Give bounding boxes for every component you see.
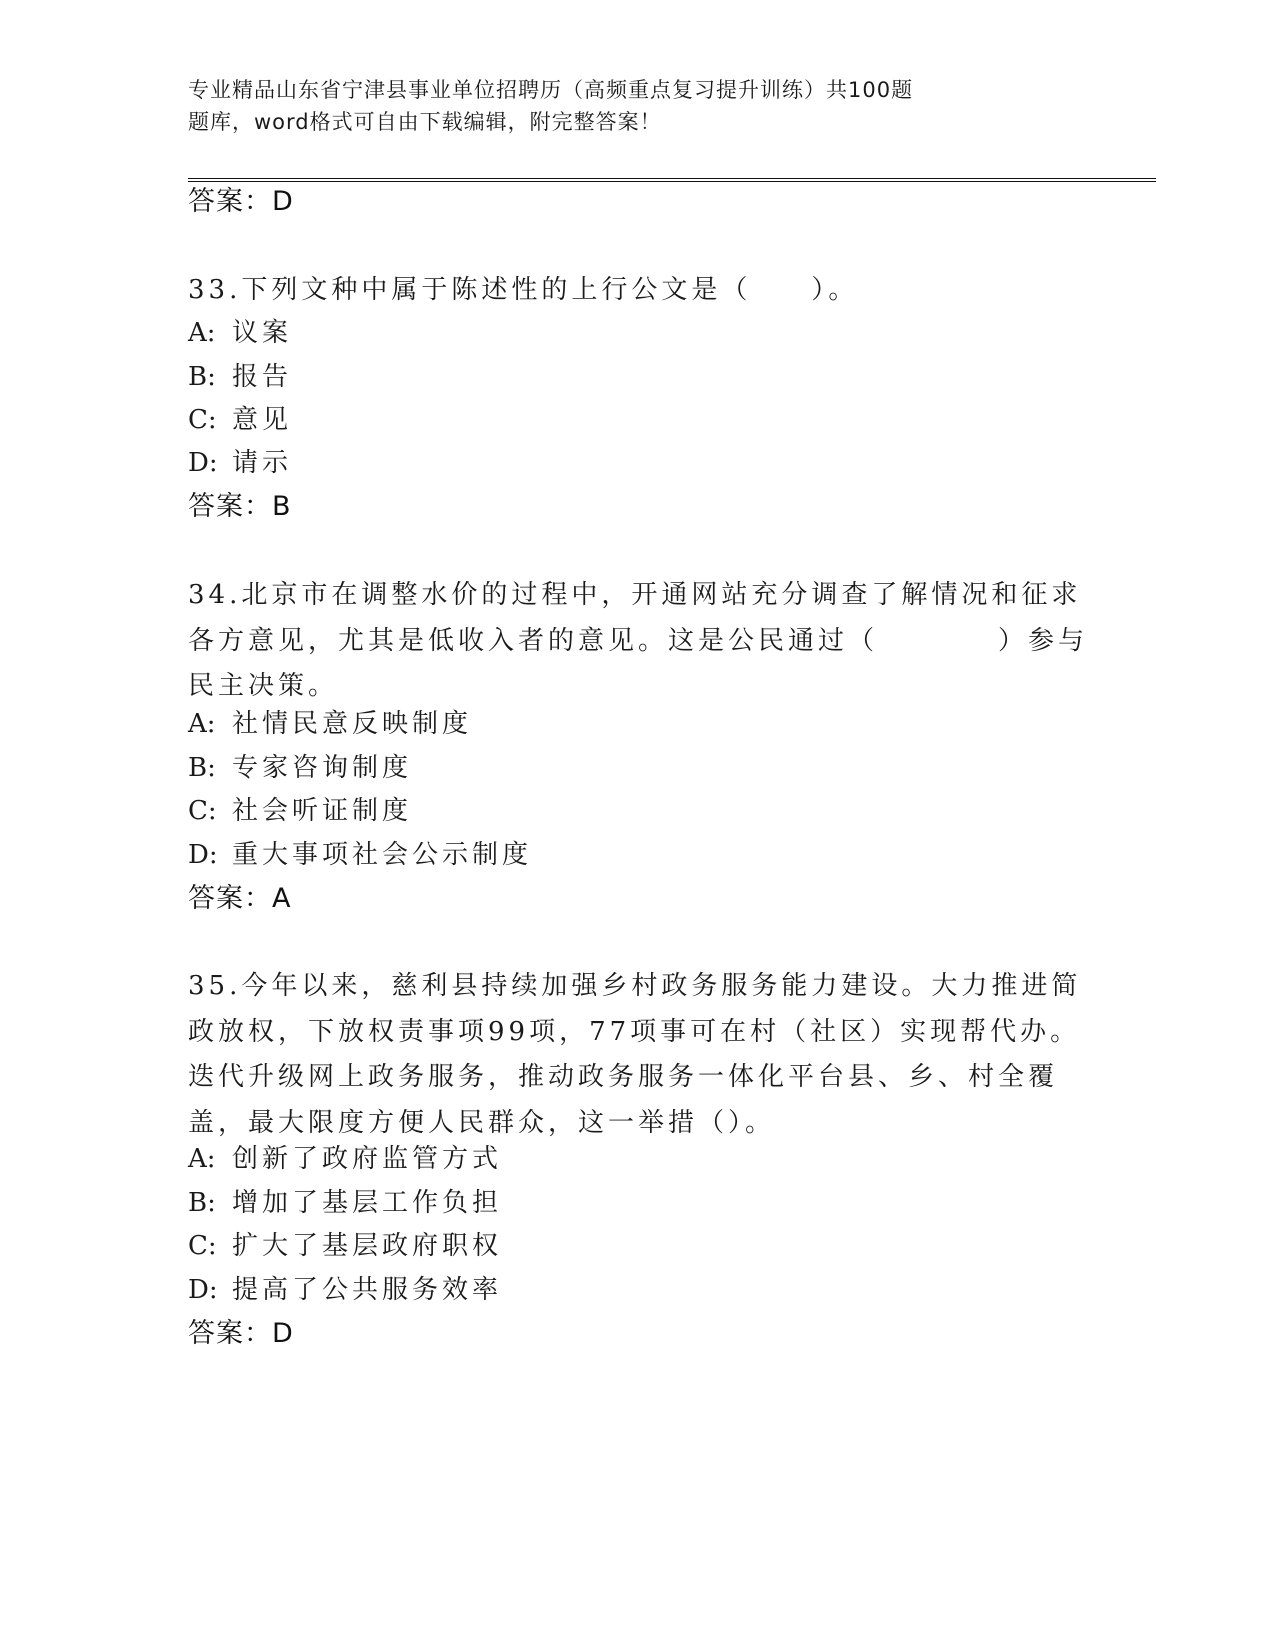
option-text: 专家咨询制度 bbox=[232, 753, 413, 783]
question-35-option-a bbox=[188, 1141, 502, 1177]
question-33-stem: 33.下列文种中属于陈述性的上行公文是（ ）。 bbox=[188, 275, 859, 305]
option-letter: A: bbox=[188, 709, 216, 739]
option-text: 提高了公共服务效率 bbox=[232, 1275, 503, 1305]
question-34-option-a bbox=[188, 706, 472, 742]
option-letter: B: bbox=[188, 1188, 216, 1218]
question-35-option-b bbox=[188, 1185, 502, 1221]
option-text: 扩大了基层政府职权 bbox=[232, 1231, 503, 1261]
question-35-option-d bbox=[188, 1272, 502, 1308]
header-title-line-2: 题库，word格式可自由下载编辑，附完整答案！ bbox=[188, 110, 662, 134]
option-letter: D: bbox=[188, 1275, 218, 1305]
question-33-answer: 答案：B bbox=[188, 491, 292, 522]
question-35-option-c bbox=[188, 1228, 502, 1264]
question-34-stem: 34.北京市在调整水价的过程中，开通网站充分调查了解情况和征求各方意见，尤其是低收入者的意见。这是公民通过（ ）参与民主决策。 bbox=[188, 580, 1089, 701]
option-text: 社会听证制度 bbox=[232, 796, 413, 826]
option-text: 创新了政府监管方式 bbox=[232, 1144, 503, 1174]
question-34-option-b bbox=[188, 750, 412, 786]
question-34-option-c bbox=[188, 793, 412, 829]
option-text: 议案 bbox=[232, 318, 293, 348]
option-text: 社情民意反映制度 bbox=[232, 709, 473, 739]
option-letter: D: bbox=[188, 840, 218, 870]
question-35-answer: 答案：D bbox=[188, 1318, 294, 1349]
option-letter: C: bbox=[188, 405, 217, 435]
option-text: 请示 bbox=[232, 448, 293, 478]
option-letter: A: bbox=[188, 1144, 216, 1174]
option-letter: B: bbox=[188, 362, 216, 392]
option-text: 重大事项社会公示制度 bbox=[232, 840, 533, 870]
option-letter: C: bbox=[188, 1231, 217, 1261]
header-divider bbox=[188, 178, 1156, 182]
question-34-answer: 答案：A bbox=[188, 883, 292, 914]
option-letter: D: bbox=[188, 448, 218, 478]
question-34-option-d bbox=[188, 837, 532, 873]
question-33-option-d bbox=[188, 445, 292, 481]
option-letter: A: bbox=[188, 318, 216, 348]
question-33-option-c bbox=[188, 402, 292, 438]
previous-answer: 答案：D bbox=[188, 186, 294, 217]
option-letter: C: bbox=[188, 796, 217, 826]
option-letter: B: bbox=[188, 753, 216, 783]
header-title-line-1: 专业精品山东省宁津县事业单位招聘历（高频重点复习提升训练）共100题 bbox=[188, 78, 914, 102]
page-header bbox=[188, 74, 1068, 138]
option-text: 增加了基层工作负担 bbox=[232, 1188, 503, 1218]
question-33-option-a bbox=[188, 315, 292, 351]
option-text: 报告 bbox=[232, 362, 293, 392]
question-33-option-b bbox=[188, 359, 292, 395]
question-35-stem: 35.今年以来，慈利县持续加强乡村政务服务能力建设。大力推进简政放权，下放权责事项99项，77项事可在村（社区）实现帮代办。迭代升级网上政务服务，推动政务服务一体化平台县、乡、村全覆盖，最大限度方便人民群众，这一举措（）。 bbox=[188, 971, 1082, 1138]
option-text: 意见 bbox=[232, 405, 293, 435]
